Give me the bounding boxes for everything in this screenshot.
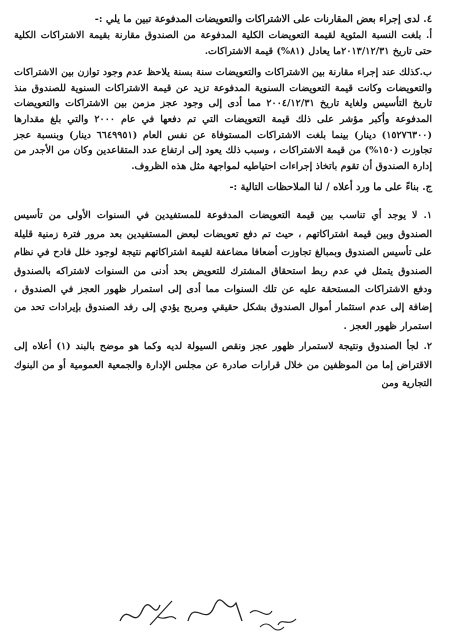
- paragraph-b: ب.كذلك عند إجراء مقارنة بين الاشتراكات والتعويضات سنة بسنة يلاحظ عدم وجود توازن بين الاشتراكات والتعويضات وكانت قيمة التعويضات السنوية المدفوعة تزيد عن قيمة الاشتراكات السنوية للصندوق منذ تاريخ التأسيس ولغاية تاريخ ٢٠٠٤/١٢/٣١ مما أدى إلى وجود عجز مزمن بين الاشتراكات والتعويضات المدفوعة وأكبر مؤشر على ذلك قيمة التعويضات التي تم دفعها في عام ٢٠٠٠ والتي بلغ مقدارها (١٥٢٧٦٣٠٠) دينار) بينما بلغت الاشتراكات المستوفاة عن نفس العام (٦٦٤٩٩٥١ دينار) وبنسبة عجز تجاوزت (١٥٠%) من قيمة الاشتراكات ، وسبب ذلك يعود إلى ارتفاع عدد المتقاعدين وكان من الأجدر من إدارة الصندوق أن تقوم باتخاذ إجراءات احتياطيه لمواجهة مثل هذه الظروف.: [14, 67, 432, 172]
- section-c-heading: ج. بناءً على ما ورد أعلاه / لنا الملاحظات التالية :-: [229, 182, 432, 194]
- paragraph-a: أ. بلغت النسبة المئوية لقيمة التعويضات الكلية المدفوعة من الصندوق مقارنة بقيمة الاشتراكات الكلية حتى تاريخ ٢٠١٣/١٢/٣١ما يعادل (٨١%) قيمة الاشتراكات.: [14, 30, 432, 57]
- section-4-heading: ٤. لدى إجراء بعض المقارنات على الاشتراكات والتعويضات المدفوعة تبين ما يلي :-: [94, 14, 432, 25]
- handwritten-signatures: [110, 591, 310, 633]
- numbered-item-1: ١. لا يوجد أي تناسب بين قيمة التعويضات المدفوعة للمستفيدين في السنوات الأولى من تأسيس الصندوق وبين قيمة اشتراكاتهم ، حيث تم دفع تعويضات لبعض المستفيدين بعد مرور فترة زمنية قليلة على تأسيس الصندوق وبمبالغ تجاوزت أضعافا مضاعفة لقيمة اشتراكاتهم نتيجة لوجود خلل فادح في نظام الصندوق يتمثل في عدم ربط استحقاق المشترك للتعويض بحد أدنى من السنوات لاشتراكه بالصندوق ودفع الاشتراكات المستحقة عليه عن تلك السنوات مما أدى إلى استمرار ظهور العجز في الصندوق ، إضافة إلى عدم استثمار أموال الصندوق بشكل حقيقي ومربح يؤدي إلى رفد الصندوق بإيرادات تحد من استمرار ظهور العجز .: [14, 210, 432, 332]
- numbered-item-2: ٢. لجأ الصندوق ونتيجة لاستمرار ظهور عجز ونقص السيولة لديه وكما هو موضح بالبند (١) أعلاه إلى الاقتراض إما من الموظفين من خلال قرارات صادرة عن مجلس الإدارة والجمعية العمومية أو من البنوك التجارية ومن: [14, 341, 432, 389]
- signatures-drawing: [110, 591, 310, 633]
